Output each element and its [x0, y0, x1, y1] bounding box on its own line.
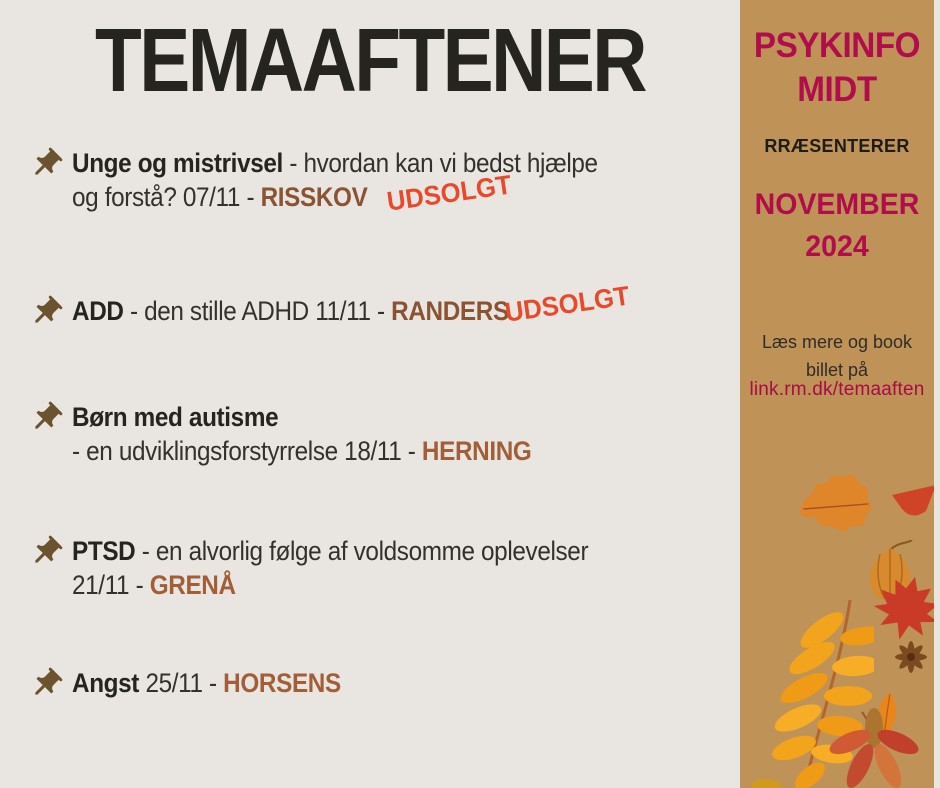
pushpin-icon — [21, 139, 72, 190]
pushpin-icon — [21, 393, 72, 444]
event-location: HERNING — [421, 436, 532, 466]
brand-name — [745, 24, 929, 112]
booking-link: link.rm.dk/temaaften — [749, 379, 925, 400]
month-label: NOVEMBER — [754, 188, 920, 221]
yellow-leaf-tip-icon — [750, 776, 782, 788]
event-name: Børn med autisme — [72, 402, 279, 432]
pushpin-icon — [21, 287, 72, 338]
cta-line-2: billet på — [805, 360, 869, 380]
sidebar-panel — [740, 0, 934, 788]
soldout-stamp: UDSOLGT — [503, 280, 632, 328]
creeper-leaf-icon — [828, 708, 920, 788]
year-label: 2024 — [805, 230, 869, 263]
event-item-angst — [28, 666, 708, 700]
event-text — [72, 146, 644, 214]
event-desc: - en udviklingsforstyrrelse 18/11 - — [72, 436, 422, 466]
star-anise-icon — [892, 640, 930, 674]
date-label — [745, 184, 929, 268]
event-text — [72, 666, 644, 700]
event-location: RANDERS — [391, 296, 509, 326]
event-name: ADD — [72, 296, 124, 326]
event-name: Angst — [72, 668, 140, 698]
event-desc: - en alvorlig følge af voldsomme oplevelser — [135, 536, 589, 566]
brand-line-1: PSYKINFO — [753, 26, 921, 65]
pushpin-icon — [21, 527, 72, 578]
red-leaf-corner-icon — [892, 485, 934, 521]
event-location: HORSENS — [223, 668, 341, 698]
event-location: GRENÅ — [149, 570, 236, 600]
event-text — [72, 400, 644, 468]
event-desc: - hvordan kan vi bedst hjælpe — [282, 148, 598, 178]
presents-label: RRÆSENTERER — [764, 136, 910, 156]
event-desc: og forstå? 07/11 - — [72, 182, 261, 212]
event-name: Unge og mistrivsel — [72, 148, 283, 178]
event-item-ptsd — [28, 534, 708, 602]
cta-line-1: Læs mere og book — [761, 332, 913, 352]
event-desc: - den stille ADHD 11/11 - — [123, 296, 392, 326]
event-item-unge-og-mistrivsel — [28, 146, 708, 214]
brand-line-2: MIDT — [797, 70, 877, 109]
event-name: PTSD — [72, 536, 136, 566]
soldout-stamp: UDSOLGT — [385, 169, 514, 217]
event-desc: 25/11 - — [139, 668, 224, 698]
event-location: RISSKOV — [260, 182, 368, 212]
event-text — [72, 534, 644, 602]
page-title: TEMAAFTENER — [95, 11, 645, 111]
event-desc: 21/11 - — [72, 570, 150, 600]
pushpin-icon — [21, 659, 72, 710]
cta-text — [740, 328, 934, 384]
event-item-boern-med-autisme — [28, 400, 708, 468]
